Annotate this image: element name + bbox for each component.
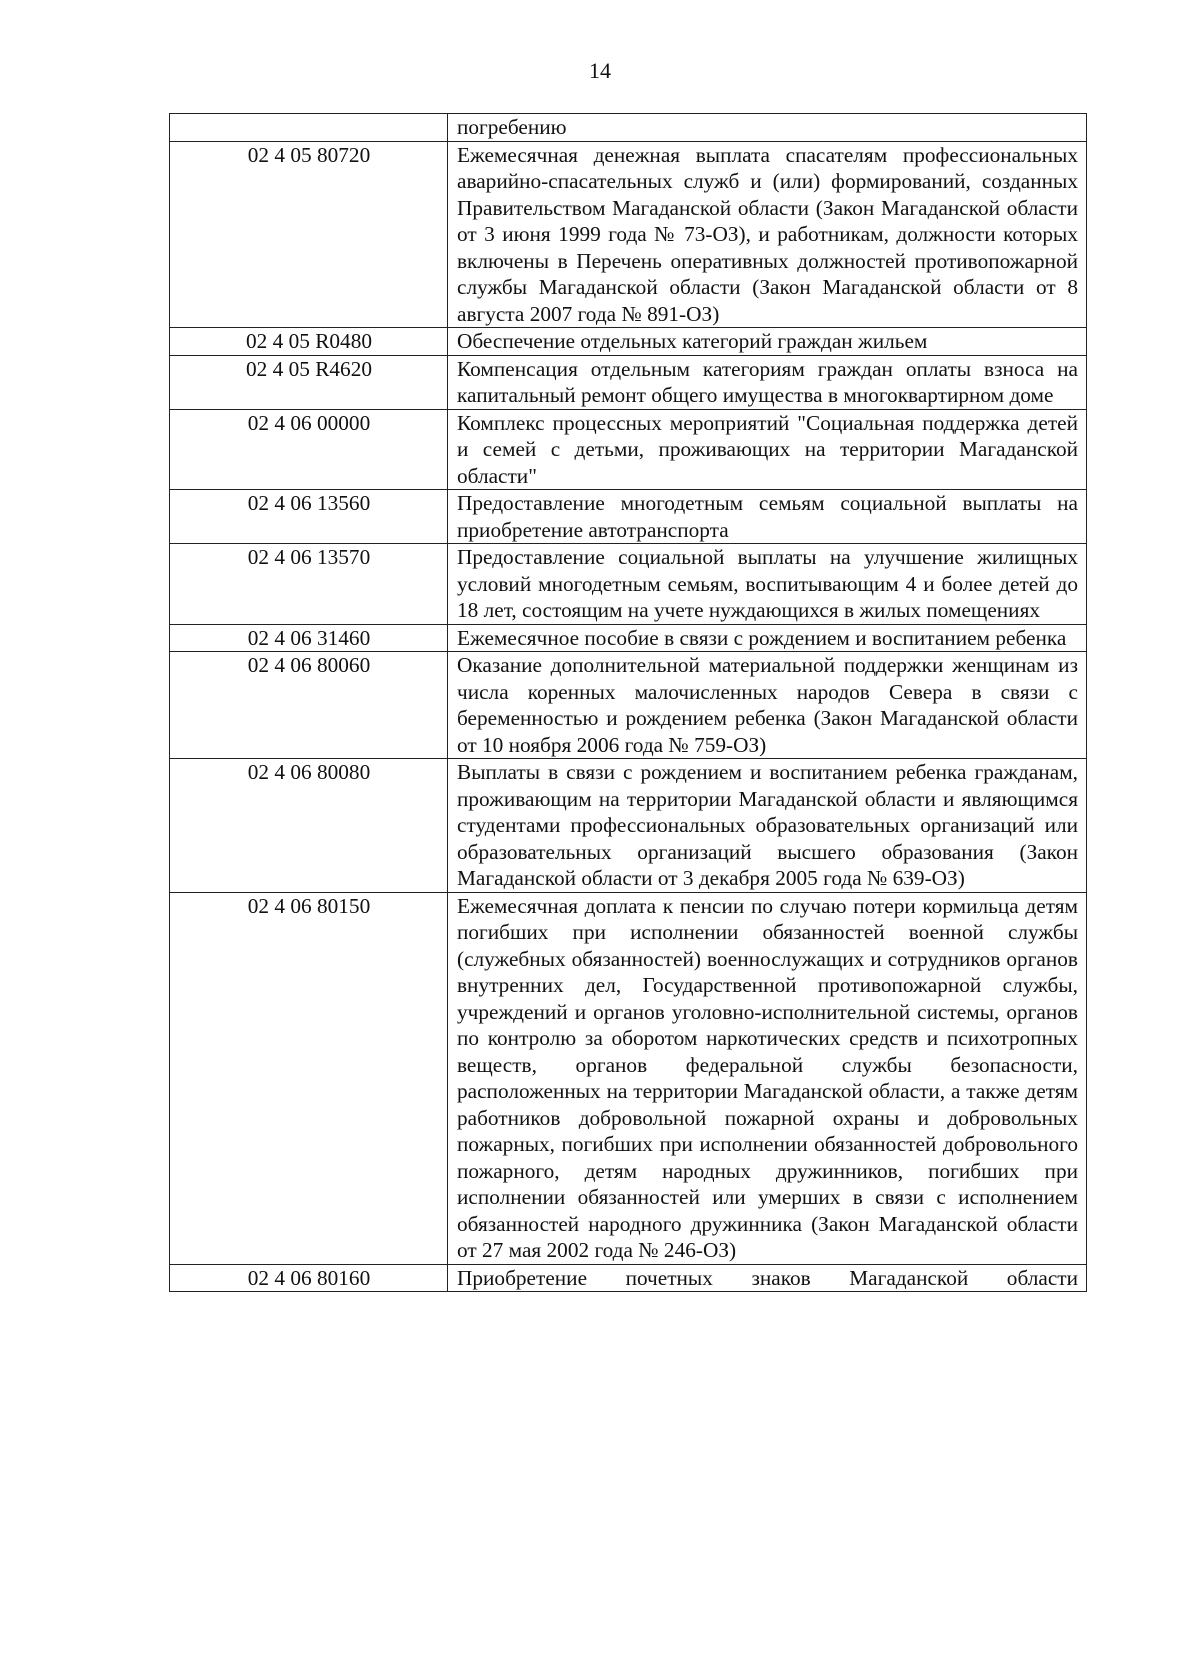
code-cell: 02 4 06 80080 <box>170 759 448 893</box>
description-cell: Ежемесячная денежная выплата спасателям профессиональных аварийно-спасательных служб и (или) формирований, созданных Правительством Магаданской области (Закон Магаданской области от 3 июня 1999 года № 73-ОЗ), и работникам, должности которых включены в Перечень оперативных должностей противопожарной службы Магаданской области (Закон Магаданской области от 8 августа 2007 года № 891-ОЗ) <box>448 141 1087 328</box>
description-cell: Обеспечение отдельных категорий граждан жильем <box>448 328 1087 356</box>
description-cell: Предоставление социальной выплаты на улучшение жилищных условий многодетным семьям, воспитывающим 4 и более детей до 18 лет, состоящим на учете нуждающихся в жилых помещениях <box>448 544 1087 625</box>
table-row <box>170 759 1087 893</box>
code-cell: 02 4 06 13560 <box>170 490 448 544</box>
description-cell: Компенсация отдельным категориям граждан оплаты взноса на капитальный ремонт общего имущества в многоквартирном доме <box>448 355 1087 409</box>
table-row <box>170 544 1087 625</box>
code-cell: 02 4 05 R0480 <box>170 328 448 356</box>
code-cell <box>170 114 448 142</box>
code-cell: 02 4 06 80150 <box>170 892 448 1264</box>
code-cell: 02 4 06 00000 <box>170 409 448 490</box>
description-cell: Ежемесячное пособие в связи с рождением и воспитанием ребенка <box>448 624 1087 652</box>
table-row <box>170 114 1087 142</box>
code-cell: 02 4 06 80160 <box>170 1264 448 1292</box>
code-cell: 02 4 05 R4620 <box>170 355 448 409</box>
page-number: 14 <box>589 58 611 83</box>
budget-classification-table <box>169 113 1087 1292</box>
table-row <box>170 141 1087 328</box>
table-row <box>170 409 1087 490</box>
table-row <box>170 490 1087 544</box>
description-cell: Ежемесячная доплата к пенсии по случаю потери кормильца детям погибших при исполнении обязанностей военной службы (служебных обязанностей) военнослужащих и сотрудников органов внутренних дел, Государственной противопожарной службы, учреждений и органов уголовно-исполнительной системы, органов по контролю за оборотом наркотических средств и психотропных веществ, органов федеральной службы безопасности, расположенных на территории Магаданской области, а также детям работников добровольной пожарной охраны и добровольных пожарных, погибших при исполнении обязанностей добровольного пожарного, детям народных дружинников, погибших при исполнении обязанностей или умерших в связи с исполнением обязанностей народного дружинника (Закон Магаданской области от 27 мая 2002 года № 246-ОЗ) <box>448 892 1087 1264</box>
table-row <box>170 892 1087 1264</box>
description-cell: погребению <box>448 114 1087 142</box>
table-row <box>170 328 1087 356</box>
description-cell: Выплаты в связи с рождением и воспитанием ребенка гражданам, проживающим на территории Магаданской области и являющимся студентами профессиональных образовательных организаций или образовательных организаций высшего образования (Закон Магаданской области от 3 декабря 2005 года № 639-ОЗ) <box>448 759 1087 893</box>
table-row <box>170 1264 1087 1292</box>
code-cell: 02 4 06 80060 <box>170 652 448 759</box>
table-row <box>170 624 1087 652</box>
code-cell: 02 4 06 31460 <box>170 624 448 652</box>
description-cell: Приобретение почетных знаков Магаданской области <box>448 1264 1087 1292</box>
table-row <box>170 652 1087 759</box>
code-cell: 02 4 06 13570 <box>170 544 448 625</box>
description-cell: Предоставление многодетным семьям социальной выплаты на приобретение автотранспорта <box>448 490 1087 544</box>
description-cell: Оказание дополнительной материальной поддержки женщинам из числа коренных малочисленных народов Севера в связи с беременностью и рождением ребенка (Закон Магаданской области от 10 ноября 2006 года № 759-ОЗ) <box>448 652 1087 759</box>
table-row <box>170 355 1087 409</box>
description-cell: Комплекс процессных мероприятий "Социальная поддержка детей и семей с детьми, проживающих на территории Магаданской области" <box>448 409 1087 490</box>
code-cell: 02 4 05 80720 <box>170 141 448 328</box>
